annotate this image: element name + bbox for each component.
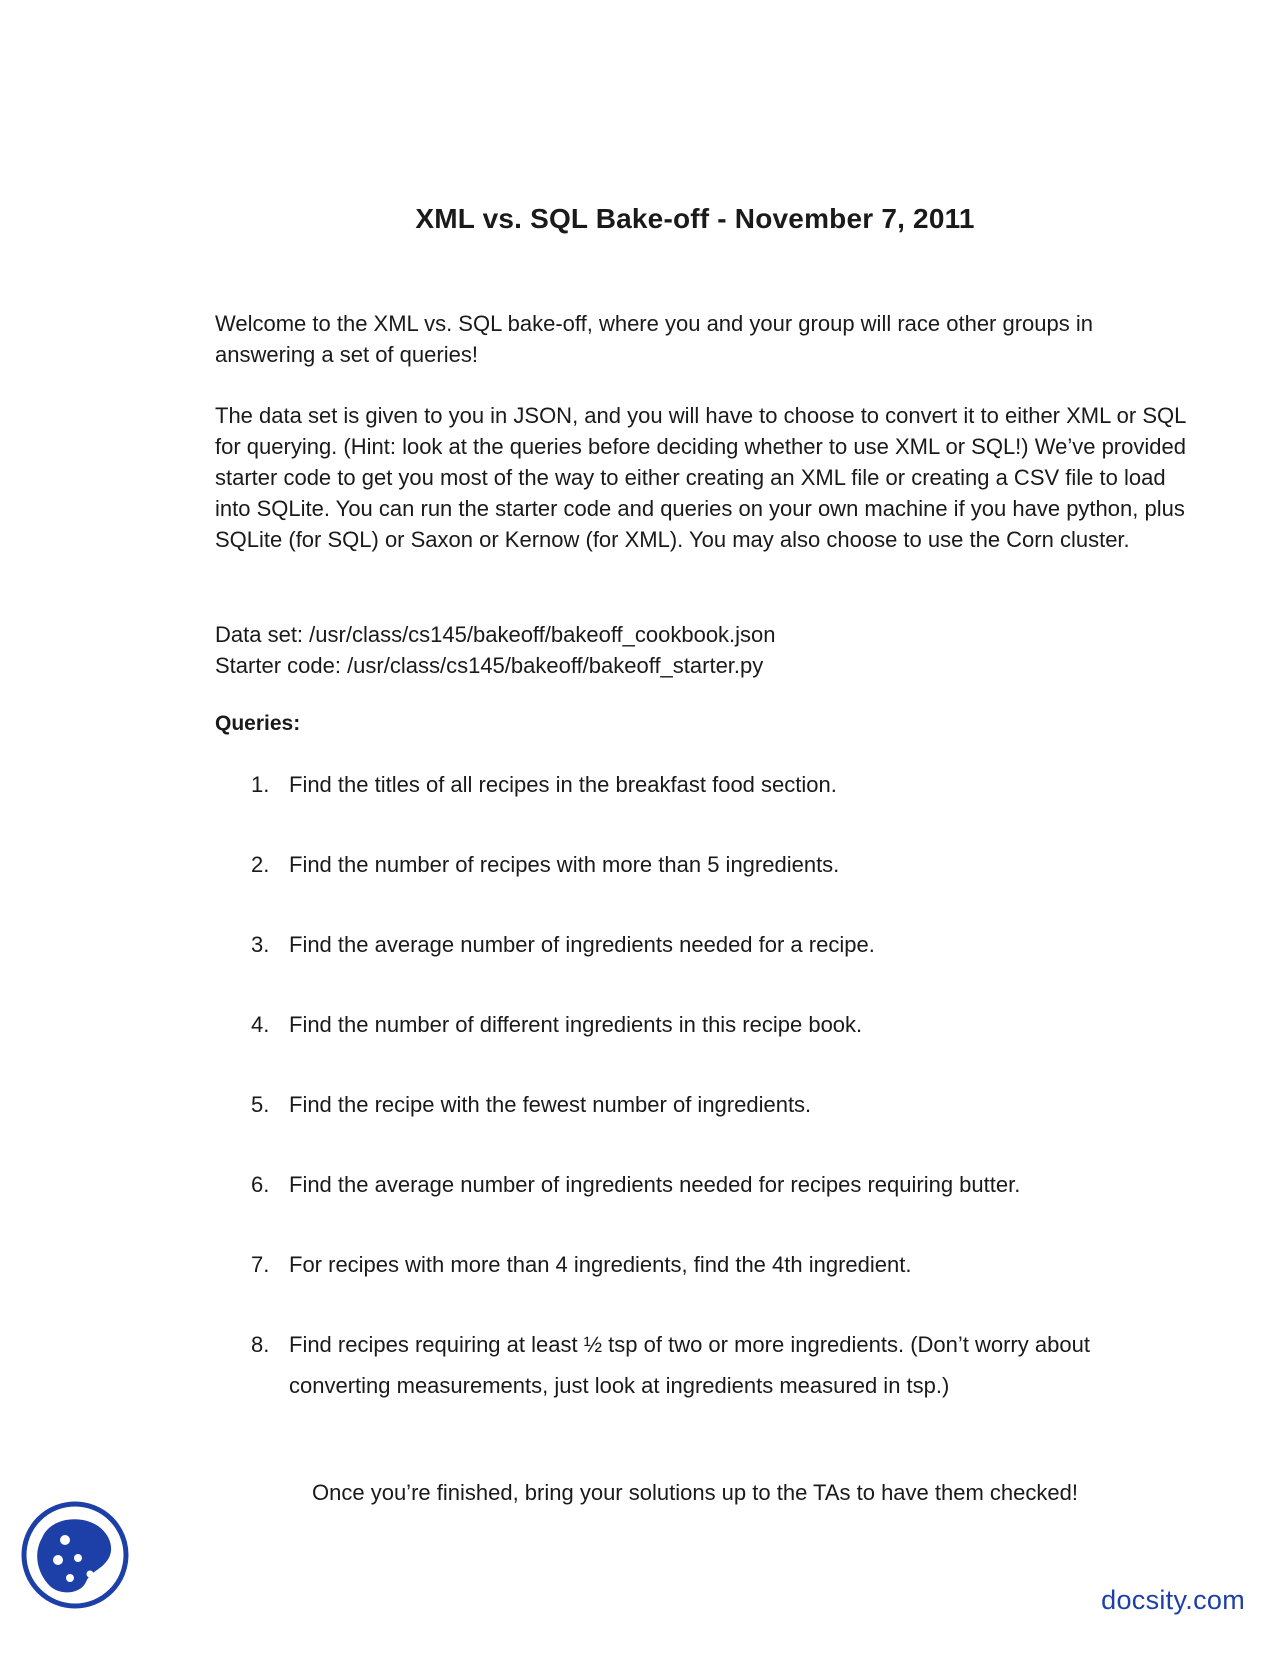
query-number: 3. [251,932,270,957]
query-text: Find the titles of all recipes in the breakfast food section. [289,772,837,797]
docsity-logo-icon[interactable] [20,1500,130,1610]
query-text: For recipes with more than 4 ingredients, find the 4th ingredient. [289,1252,912,1277]
query-number: 1. [251,772,270,797]
docsity-brand-link[interactable]: docsity.com [1101,1585,1245,1615]
query-text: Find recipes requiring at least ½ tsp of two or more ingredients. (Don’t worry about converting measurements, just look at ingredients measured in tsp.) [289,1332,1090,1398]
document-title: XML vs. SQL Bake-off - November 7, 2011 [415,203,975,234]
query-text: Find the average number of ingredients needed for a recipe. [289,932,875,957]
query-item [251,1324,1151,1406]
query-text: Find the recipe with the fewest number of ingredients. [289,1092,812,1117]
query-text: Find the average number of ingredients needed for recipes requiring butter. [289,1172,1021,1197]
query-item [251,1244,1151,1285]
query-item [251,1004,1151,1045]
query-number: 4. [251,1012,270,1037]
query-number: 8. [251,1332,270,1357]
data-set-path: Data set: /usr/class/cs145/bakeoff/bakeoff_cookbook.json [215,622,776,647]
query-number: 2. [251,852,270,877]
query-text: Find the number of different ingredients in this recipe book. [289,1012,863,1037]
query-item [251,1084,1151,1125]
query-number: 5. [251,1092,270,1117]
query-item [251,924,1151,965]
query-item [251,844,1151,885]
query-text: Find the number of recipes with more than 5 ingredients. [289,852,840,877]
query-item [251,764,1151,805]
query-number: 6. [251,1172,270,1197]
intro-paragraph: Welcome to the XML vs. SQL bake-off, where you and your group will race other groups in answering a set of queries! [215,311,1094,367]
file-paths [215,619,1195,681]
queries-heading: Queries: [215,712,301,735]
details-paragraph: The data set is given to you in JSON, and you will have to choose to convert it to either XML or SQL for querying. (Hint: look at the queries before deciding whether to use XML or SQL!) We’ve provided starter code to get you most of the way to either creating an XML file or creating a CSV file to load into SQLite. You can run the starter code and queries on your own machine if you have python, plus SQLite (for SQL) or Saxon or Kernow (for XML). You may also choose to use the Corn cluster. [215,403,1186,552]
starter-code-path: Starter code: /usr/class/cs145/bakeoff/bakeoff_starter.py [215,653,764,678]
query-number: 7. [251,1252,270,1277]
query-item [251,1164,1151,1205]
closing-note: Once you’re finished, bring your solutions up to the TAs to have them checked! [312,1480,1078,1505]
